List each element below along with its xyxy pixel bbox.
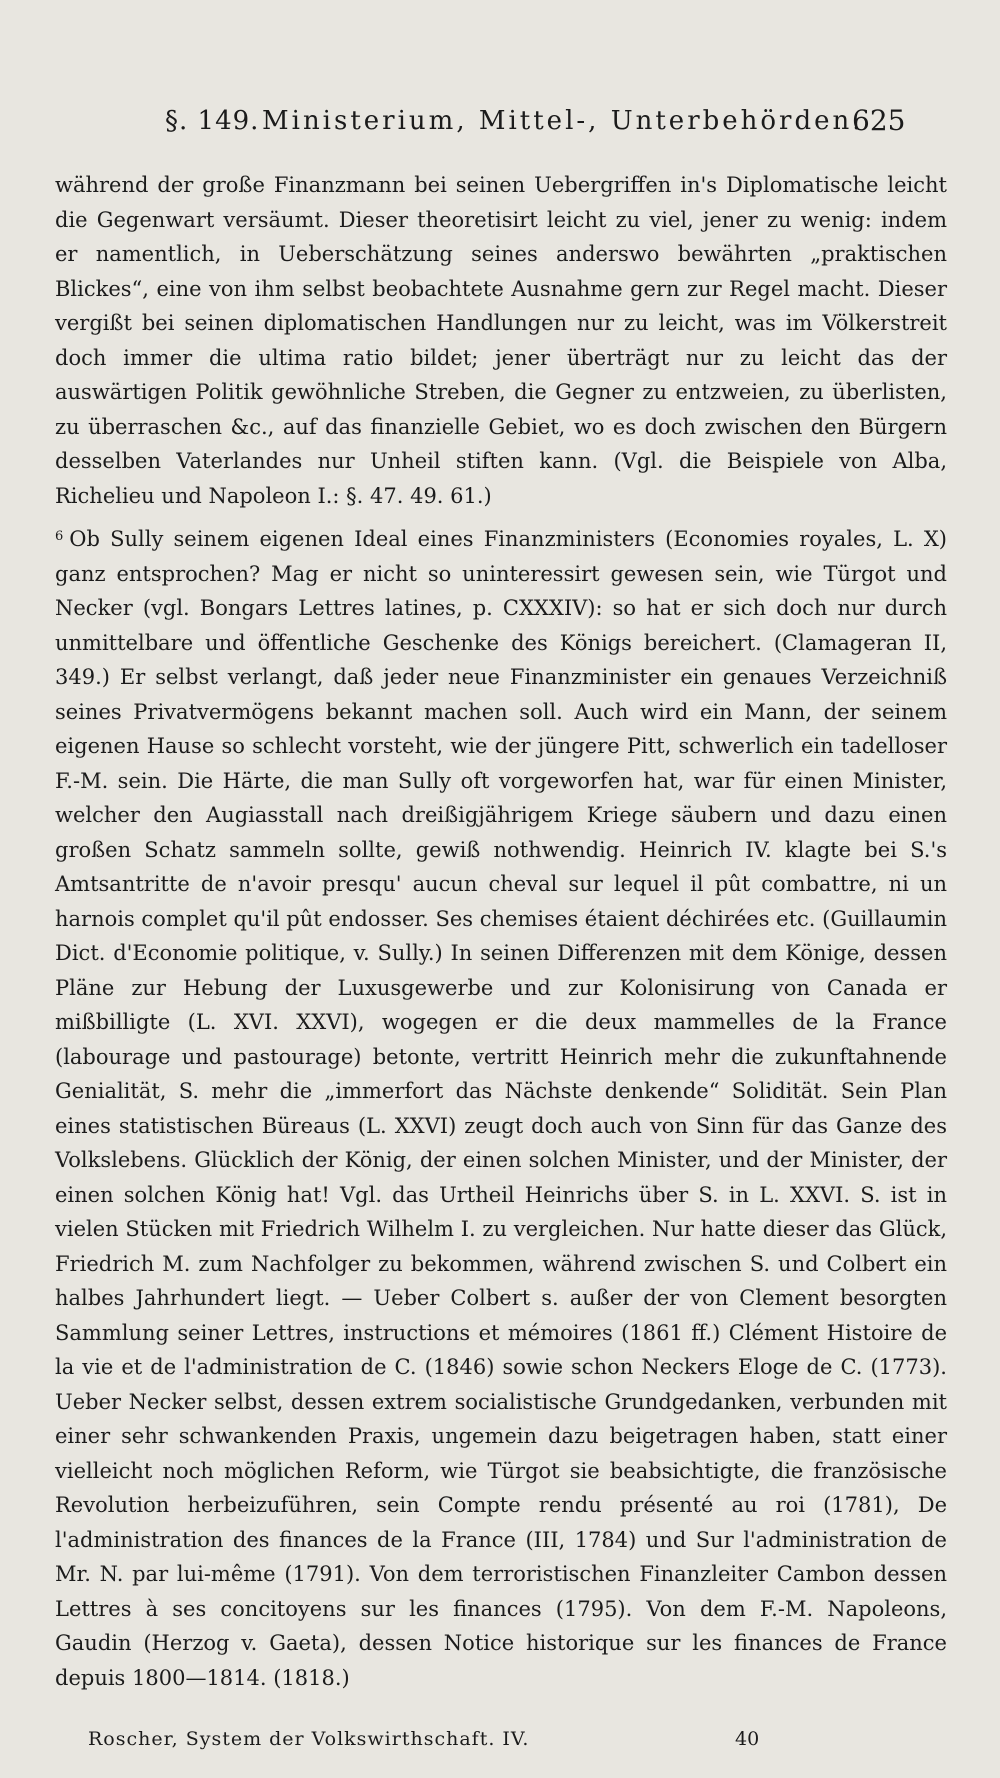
signature-mark: 40 [735,1728,760,1750]
paragraph-text: während der große Finanzmann bei seinen Uebergriffen in's Diplomatische leicht die Gegenwart versäumt. Dieser theoretisirt leicht zu viel, jener zu wenig: indem er namentlich, in Ueberschätzung seines anderswo bewährten „praktischen Blickes“, eine von ihm selbst beobachtete Ausnahme gern zur Regel macht. Dieser vergißt bei seinen diplomatischen Handlungen nur zu leicht, was im Völkerstreit doch immer die ultima ratio bildet; jener überträgt nur zu leicht das der auswärtigen Politik gewöhnliche Streben, die Gegner zu entzweien, zu überlisten, zu überraschen &c., auf das finanzielle Gebiet, wo es doch zwischen den Bürgern desselben Vaterlandes nur Unheil stiften kann. (Vgl. die Beispiele von Alba, Richelieu und Napoleon I.: §. 47. 49. 61.) [55,173,947,508]
page-footer [0,1728,1000,1758]
paragraph-continued [55,168,947,513]
footnote-6 [55,520,947,1695]
page-number: 625 [852,104,906,137]
printer-signature: Roscher, System der Volkswirthschaft. IV. [88,1728,530,1750]
footnote-text: Ob Sully seinem eigenen Ideal eines Finanzministers (Economies royales, L. X) ganz entsprochen? Mag er nicht so uninteressirt gewesen sein, wie Türgot und Necker (vgl. Bongars Lettres latines, p. CXXXIV): so hat er sich doch nur durch unmittelbare und öffentliche Geschenke des Königs bereichert. (Clamageran II, 349.) Er selbst verlangt, daß jeder neue Finanzminister ein genaues Verzeichniß seines Privatvermögens bekannt machen soll. Auch wird ein Mann, der seinem eigenen Hause so schlecht vorsteht, wie der jüngere Pitt, schwerlich ein tadelloser F.-M. sein. Die Härte, die man Sully oft vorgeworfen hat, war für einen Minister, welcher den Augiasstall nach dreißigjährigem Kriege säubern und dazu einen großen Schatz sammeln sollte, gewiß nothwendig. Heinrich IV. klagte bei S.'s Amtsantritte de n'avoir presqu' aucun cheval sur lequel il pût combattre, ni un harnois complet qu'il pût endosser. Ses chemises étaient déchirées etc. (Guillaumin Dict. d'Economie politique, v. Sully.) In seinen Differenzen mit dem Könige, dessen Pläne zur Hebung der Luxusgewerbe und zur Kolonisirung von Canada er mißbilligte (L. XVI. XXVI), wogegen er die deux mammelles de la France (labourage und pastourage) betonte, vertritt Heinrich mehr die zukunftahnende Genialität, S. mehr die „immerfort das Nächste denkende“ Solidität. Sein Plan eines statistischen Büreaus (L. XXVI) zeugt doch auch von Sinn für das Ganze des Volkslebens. Glücklich der König, der einen solchen Minister, und der Minister, der einen solchen König hat! Vgl. das Urtheil Heinrichs über S. in L. XXVI. S. ist in vielen Stücken mit Friedrich Wilhelm I. zu vergleichen. Nur hatte dieser das Glück, Friedrich M. zum Nachfolger zu bekommen, während zwischen S. und Colbert ein halbes Jahrhundert liegt. — Ueber Colbert s. außer der von Clement besorgten Sammlung seiner Lettres, instructions et mémoires (1861 ff.) Clément Histoire de la vie et de l'administration de C. (1846) sowie schon Neckers Eloge de C. (1773). Ueber Necker selbst, dessen extrem socialistische Grundgedanken, verbunden mit einer sehr schwankenden Praxis, ungemein dazu beigetragen haben, statt einer vielleicht noch möglichen Reform, wie Türgot sie beabsichtigte, die französische Revolution herbeizuführen, sein Compte rendu présenté au roi (1781), De l'administration des finances de la France (III, 1784) und Sur l'administration de Mr. N. par lui-même (1791). Von dem terroristischen Finanzleiter Cambon dessen Lettres à ses concitoyens sur les finances (1795). Von dem F.-M. Napoleons, Gaudin (Herzog v. Gaeta), dessen Notice historique sur les finances de France depuis 1800—1814. (1818.) [55,527,947,1690]
footnote-marker: 6 [55,529,64,544]
running-title: Ministerium, Mittel-, Unterbehörden. [262,106,864,136]
section-number: §. 149. [165,106,260,136]
running-header [0,100,1000,140]
